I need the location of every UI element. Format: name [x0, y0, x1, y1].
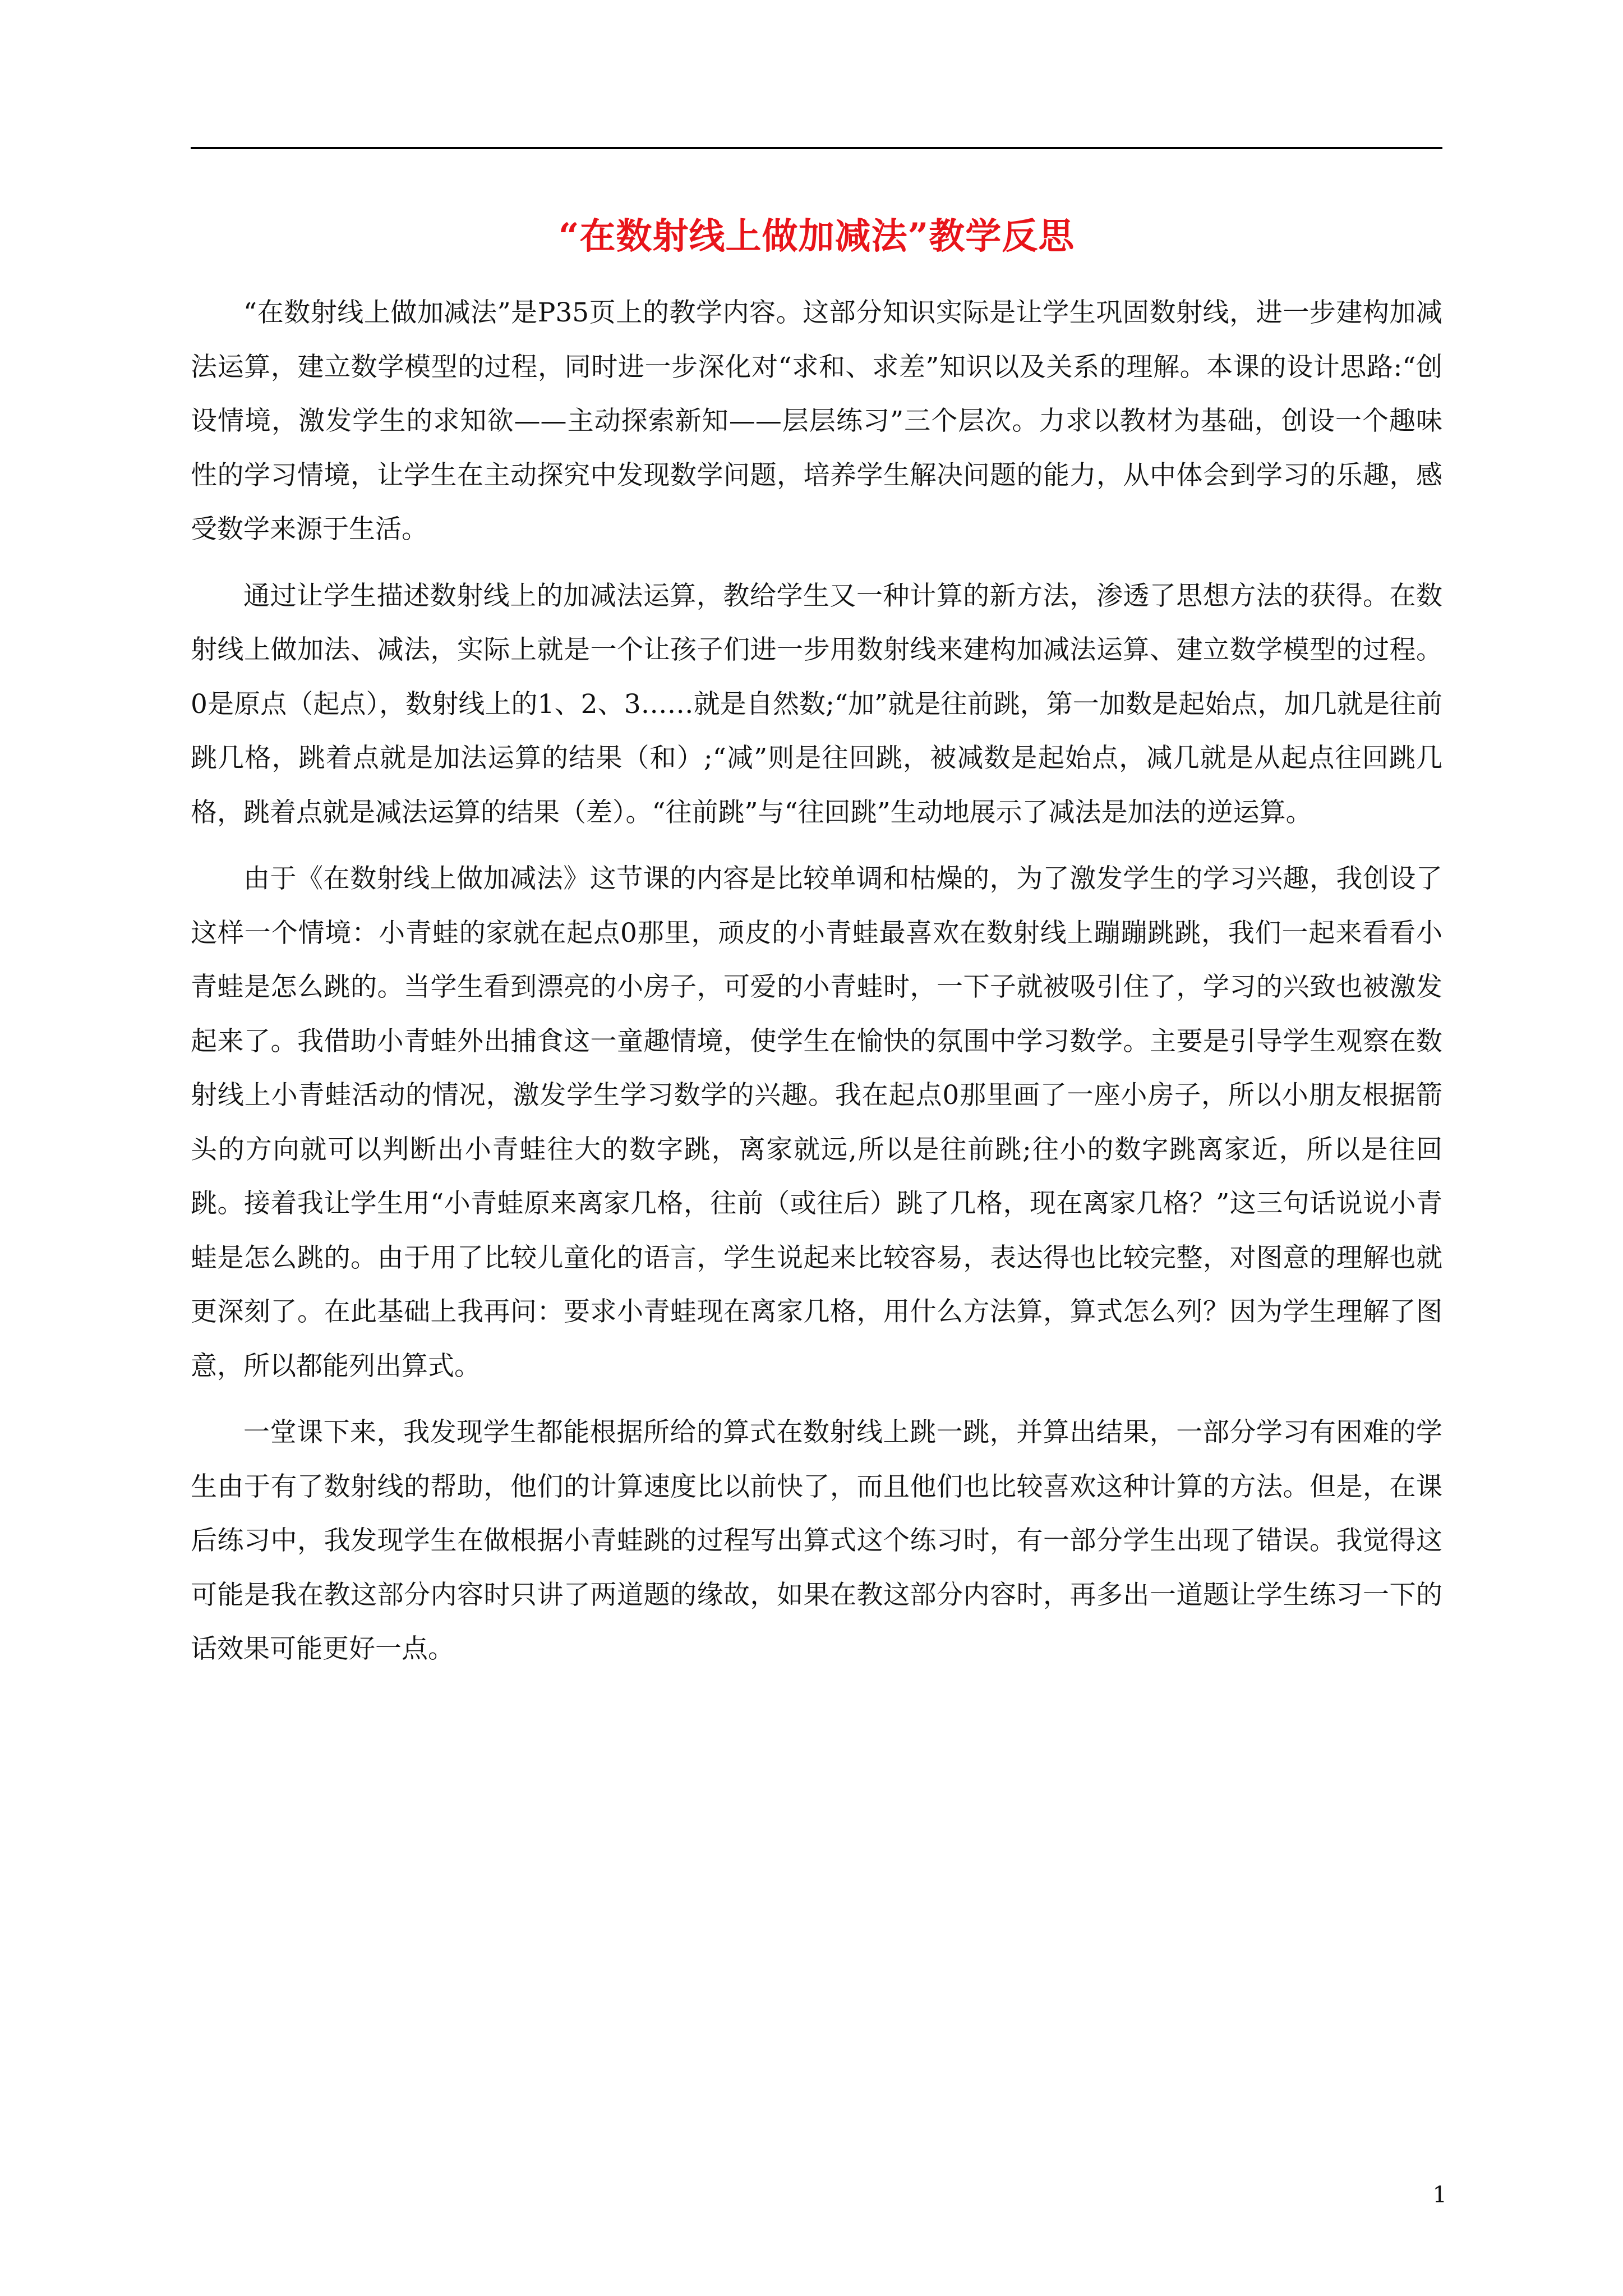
- paragraph-2: 通过让学生描述数射线上的加减法运算，教给学生又一种计算的新方法，渗透了思想方法的获得。在数射线上做加法、减法，实际上就是一个让孩子们进一步用数射线来建构加减法运算、建立数学模型的过程。0是原点（起点），数射线上的1、2、3……就是自然数;“加”就是往前跳，第一加数是起始点，加几就是往前跳几格，跳着点就是加法运算的结果（和）;“减”则是往回跳，被减数是起始点，减几就是从起点往回跳几格，跳着点就是减法运算的结果（差）。“往前跳”与“往回跳”生动地展示了减法是加法的逆运算。: [191, 580, 1442, 828]
- paragraph-4: 一堂课下来，我发现学生都能根据所给的算式在数射线上跳一跳，并算出结果，一部分学习有困难的学生由于有了数射线的帮助，他们的计算速度比以前快了，而且他们也比较喜欢这种计算的方法。但是，在课后练习中，我发现学生在做根据小青蛙跳的过程写出算式这个练习时，有一部分学生出现了错误。我觉得这可能是我在教这部分内容时只讲了两道题的缘故，如果在教这部分内容时，再多出一道题让学生练习一下的话效果可能更好一点。: [191, 1417, 1442, 1664]
- header-rule: [191, 147, 1442, 149]
- paragraph-3: 由于《在数射线上做加减法》这节课的内容是比较单调和枯燥的，为了激发学生的学习兴趣，我创设了这样一个情境：小青蛙的家就在起点0那里，顽皮的小青蛙最喜欢在数射线上蹦蹦跳跳，我们一起来看看小青蛙是怎么跳的。当学生看到漂亮的小房子，可爱的小青蛙时，一下子就被吸引住了，学习的兴致也被激发起来了。我借助小青蛙外出捕食这一童趣情境，使学生在愉快的氛围中学习数学。主要是引导学生观察在数射线上小青蛙活动的情况，激发学生学习数学的兴趣。我在起点0那里画了一座小房子，所以小朋友根据箭头的方向就可以判断出小青蛙往大的数字跳，离家就远,所以是往前跳;往小的数字跳离家近，所以是往回跳。接着我让学生用“小青蛙原来离家几格，往前（或往后）跳了几格，现在离家几格？”这三句话说说小青蛙是怎么跳的。由于用了比较儿童化的语言，学生说起来比较容易，表达得也比较完整，对图意的理解也就更深刻了。在此基础上我再问：要求小青蛙现在离家几格，用什么方法算，算式怎么列？因为学生理解了图意，所以都能列出算式。: [191, 863, 1442, 1382]
- document-body: [191, 286, 1442, 1689]
- paragraph-1: “在数射线上做加减法”是P35页上的教学内容。这部分知识实际是让学生巩固数射线，进一步建构加减法运算，建立数学模型的过程，同时进一步深化对“求和、求差”知识以及关系的理解。本课的设计思路:“创设情境，激发学生的求知欲——主动探索新知——层层练习”三个层次。力求以教材为基础，创设一个趣味性的学习情境，让学生在主动探究中发现数学问题，培养学生解决问题的能力，从中体会到学习的乐趣，感受数学来源于生活。: [191, 297, 1442, 545]
- page-number: 1: [1432, 2182, 1447, 2208]
- document-title: “在数射线上做加减法”教学反思: [558, 215, 1075, 257]
